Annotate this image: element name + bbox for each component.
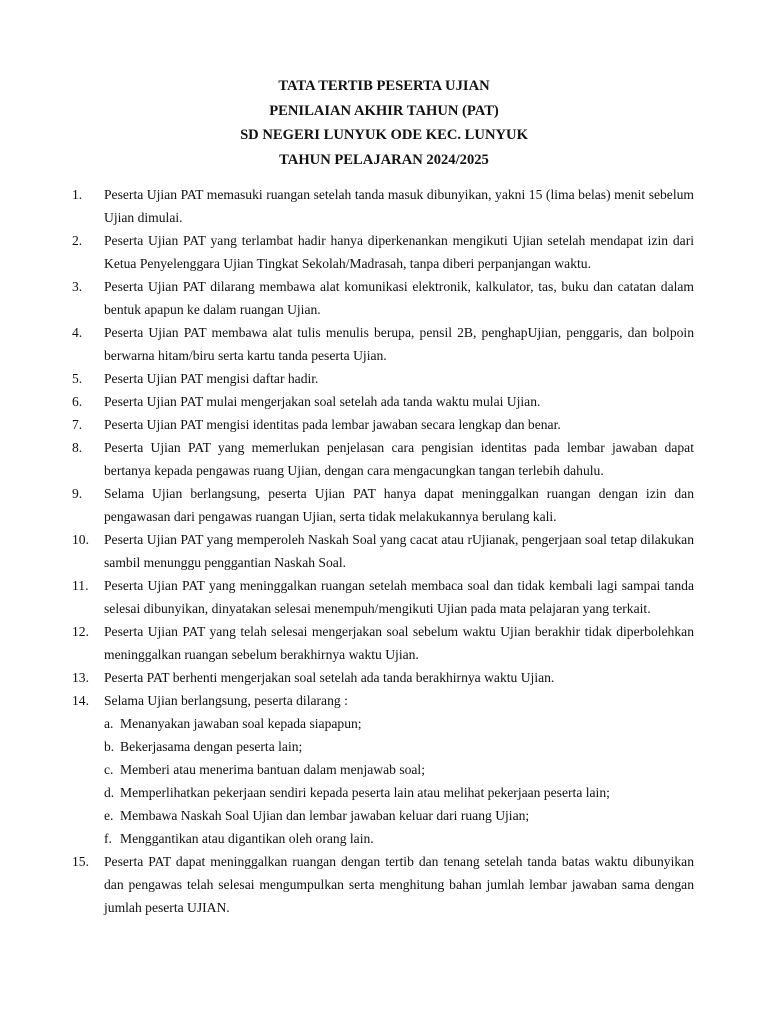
rule-text: Peserta Ujian PAT mengisi identitas pada lembar jawaban secara lengkap dan benar. — [104, 417, 561, 432]
prohibition-letter: e. — [104, 808, 114, 823]
rule-number: 8. — [72, 440, 83, 455]
rule-item — [72, 390, 694, 413]
rules-list — [72, 183, 694, 919]
rule-item — [72, 367, 694, 390]
rule-item — [72, 436, 694, 482]
rule-item — [72, 850, 694, 919]
rule-text: Peserta Ujian PAT dilarang membawa alat komunikasi elektronik, kalkulator, tas, buku dan catatan dalam bentuk apapun ke dalam ruangan Ujian. — [104, 279, 694, 317]
rule-text: Peserta Ujian PAT yang meninggalkan ruangan setelah membaca soal dan tidak kembali lagi sampai tanda selesai dibunyikan, dinyatakan selesai menempuh/mengikuti Ujian pada mata pelajaran yang terkait. — [104, 578, 694, 616]
prohibition-text: Bekerjasama dengan peserta lain; — [120, 739, 303, 754]
rule-item — [72, 229, 694, 275]
prohibition-letter: d. — [104, 785, 115, 800]
prohibition-letter: f. — [104, 831, 112, 846]
rule-number: 11. — [72, 578, 89, 593]
prohibition-item — [104, 735, 694, 758]
title-line-1: TATA TERTIB PESERTA UJIAN — [278, 78, 490, 94]
document-title — [0, 74, 768, 172]
rule-item — [72, 574, 694, 620]
rule-number: 9. — [72, 486, 83, 501]
prohibition-text: Memperlihatkan pekerjaan sendiri kepada peserta lain atau melihat pekerjaan peserta lain; — [120, 785, 610, 800]
rule-number: 14. — [72, 693, 89, 708]
prohibition-text: Memberi atau menerima bantuan dalam menjawab soal; — [120, 762, 425, 777]
prohibition-text: Menanyakan jawaban soal kepada siapapun; — [120, 716, 362, 731]
rule-number: 6. — [72, 394, 83, 409]
rule-item — [72, 666, 694, 689]
rule-number: 7. — [72, 417, 83, 432]
rule-number: 3. — [72, 279, 83, 294]
rule-item — [72, 620, 694, 666]
rule-text: Peserta PAT dapat meninggalkan ruangan dengan tertib dan tenang setelah tanda batas waktu dibunyikan dan pengawas telah selesai mengumpulkan serta menghitung bahan jumlah lembar jawaban sama dengan jumlah peserta UJIAN. — [104, 854, 694, 915]
rule-text: Peserta Ujian PAT yang telah selesai mengerjakan soal sebelum waktu Ujian berakhir tidak diperbolehkan meninggalkan ruangan sebelum berakhirnya waktu Ujian. — [104, 624, 694, 662]
rule-text: Selama Ujian berlangsung, peserta dilarang : — [104, 693, 348, 708]
prohibition-text: Membawa Naskah Soal Ujian dan lembar jawaban keluar dari ruang Ujian; — [120, 808, 530, 823]
rule-number: 1. — [72, 187, 83, 202]
rule-number: 12. — [72, 624, 89, 639]
rule-number: 4. — [72, 325, 83, 340]
rule-number: 2. — [72, 233, 83, 248]
rule-text: Peserta Ujian PAT yang memerlukan penjelasan cara pengisian identitas pada lembar jawaban dapat bertanya kepada pengawas ruang Ujian, dengan cara mengacungkan tangan terlebih dahulu. — [104, 440, 694, 478]
rule-item — [72, 275, 694, 321]
rule-text: Peserta PAT berhenti mengerjakan soal setelah ada tanda berakhirnya waktu Ujian. — [104, 670, 555, 685]
rule-item — [72, 183, 694, 229]
title-line-3: SD NEGERI LUNYUK ODE KEC. LUNYUK — [240, 127, 528, 143]
rule-number: 5. — [72, 371, 83, 386]
rule-number: 13. — [72, 670, 89, 685]
rule-text: Peserta Ujian PAT membawa alat tulis menulis berupa, pensil 2B, penghapUjian, penggaris, dan bolpoin berwarna hitam/biru serta kartu tanda peserta Ujian. — [104, 325, 694, 363]
prohibition-item — [104, 827, 694, 850]
rule-text: Peserta Ujian PAT memasuki ruangan setelah tanda masuk dibunyikan, yakni 15 (lima belas) menit sebelum Ujian dimulai. — [104, 187, 694, 225]
rule-text: Peserta Ujian PAT yang memperoleh Naskah Soal yang cacat atau rUjianak, pengerjaan soal tetap dilakukan sambil menunggu penggantian Naskah Soal. — [104, 532, 694, 570]
prohibition-item — [104, 758, 694, 781]
rule-text: Peserta Ujian PAT mengisi daftar hadir. — [104, 371, 319, 386]
title-line-2: PENILAIAN AKHIR TAHUN (PAT) — [269, 102, 499, 119]
title-line-4: TAHUN PELAJARAN 2024/2025 — [279, 151, 489, 168]
prohibition-item — [104, 781, 694, 804]
prohibition-letter: b. — [104, 739, 115, 754]
prohibition-item — [104, 804, 694, 827]
prohibition-letter: c. — [104, 762, 114, 777]
rule-item — [72, 413, 694, 436]
rule-item — [72, 321, 694, 367]
rule-item — [72, 689, 694, 712]
rule-item — [72, 528, 694, 574]
prohibition-text: Menggantikan atau digantikan oleh orang lain. — [120, 831, 374, 846]
rule-number: 15. — [72, 854, 89, 869]
rule-number: 10. — [72, 532, 89, 547]
rule-text: Selama Ujian berlangsung, peserta Ujian PAT hanya dapat meninggalkan ruangan dengan izin dan pengawasan dari pengawas ruangan Ujian, serta tidak melakukannya berulang kali. — [104, 486, 694, 524]
rule-item — [72, 482, 694, 528]
rule-text: Peserta Ujian PAT yang terlambat hadir hanya diperkenankan mengikuti Ujian setelah mendapat izin dari Ketua Penyelenggara Ujian Tingkat Sekolah/Madrasah, tanpa diberi perpanjangan waktu. — [104, 233, 694, 271]
prohibition-letter: a. — [104, 716, 114, 731]
rule-text: Peserta Ujian PAT mulai mengerjakan soal setelah ada tanda waktu mulai Ujian. — [104, 394, 541, 409]
prohibition-item — [104, 712, 694, 735]
